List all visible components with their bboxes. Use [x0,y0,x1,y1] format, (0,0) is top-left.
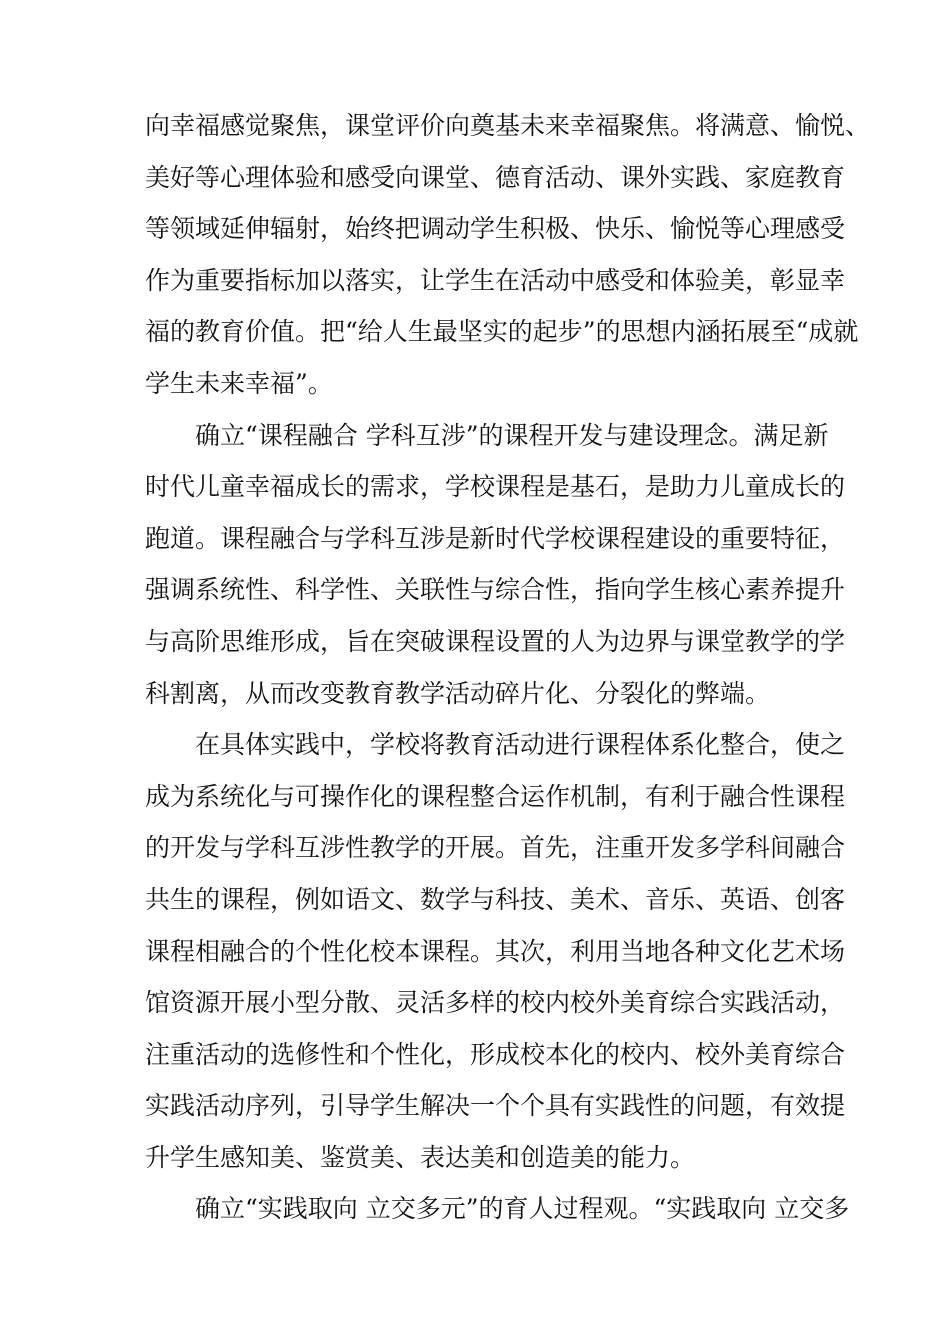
text-line: 共生的课程，例如语文、数学与科技、美术、音乐、英语、创客 [145,884,846,914]
paragraph-2 [145,410,846,720]
text-line: 的开发与学科互涉性教学的开展。首先，注重开发多学科间融合 [145,833,846,863]
text-line: 福的教育价值。把“给人生最坚实的起步”的思想内涵拓展至“成就 [145,317,859,347]
text-line: 升学生感知美、鉴赏美、表达美和创造美的能力。 [145,1142,696,1172]
text-line: 科割离，从而改变教育教学活动碎片化、分裂化的弊端。 [145,678,771,708]
text-line: 注重活动的选修性和个性化，形成校本化的校内、校外美育综合 [145,1039,846,1069]
text-line: 确立“实践取向 立交多元”的育人过程观。“实践取向 立交多 [195,1194,850,1224]
paragraph-4 [145,1183,850,1235]
text-line: 学生未来幸福”。 [145,368,333,398]
text-line: 在具体实践中，学校将教育活动进行课程体系化整合，使之 [195,730,846,760]
text-line: 向幸福感觉聚焦，课堂评价向奠基未来幸福聚焦。将满意、愉悦、 [145,111,871,140]
paragraph-3 [145,719,846,1183]
text-line: 馆资源开展小型分散、灵活多样的校内校外美育综合实践活动， [145,988,846,1018]
text-line: 美好等心理体验和感受向课堂、德育活动、课外实践、家庭教育 [145,162,846,192]
text-line: 等领域延伸辐射，始终把调动学生积极、快乐、愉悦等心理感受 [145,214,846,244]
text-line: 强调系统性、科学性、关联性与综合性，指向学生核心素养提升 [145,575,846,605]
text-line: 课程相融合的个性化校本课程。其次，利用当地各种文化艺术场 [145,936,846,966]
text-line: 跑道。课程融合与学科互涉是新时代学校课程建设的重要特征， [145,523,846,553]
text-line: 时代儿童幸福成长的需求，学校课程是基石，是助力儿童成长的 [145,472,846,502]
text-line: 作为重要指标加以落实，让学生在活动中感受和体验美，彰显幸 [145,265,846,295]
document-body [145,100,871,1235]
text-line: 成为系统化与可操作化的课程整合运作机制，有利于融合性课程 [145,781,846,811]
text-line: 确立“课程融合 学科互涉”的课程开发与建设理念。满足新 [195,420,829,450]
paragraph-1 [145,100,871,410]
text-line: 与高阶思维形成，旨在突破课程设置的人为边界与课堂教学的学 [145,626,846,656]
text-line: 实践活动序列，引导学生解决一个个具有实践性的问题，有效提 [145,1091,846,1121]
